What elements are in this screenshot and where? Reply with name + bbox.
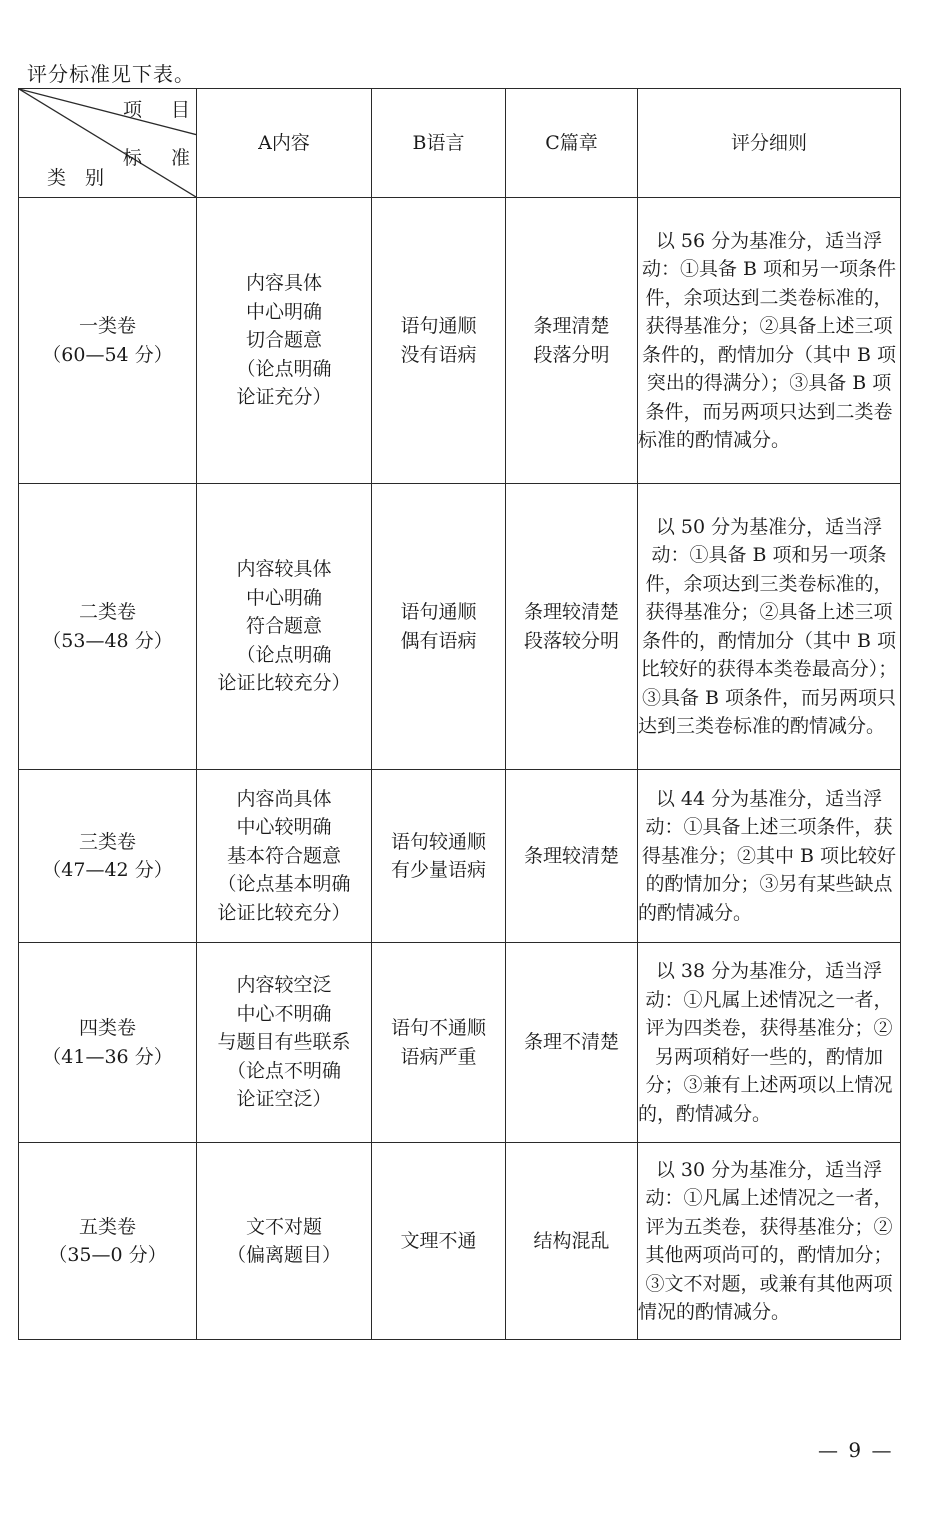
corner-diagonal-lines [19, 89, 196, 197]
detail-cell: 以 50 分为基准分，适当浮动：①具备 B 项和另一项条件，余项达到三类卷标准的，获得基准分；②具备上述三项条件的，酌情加分（其中 B 项比较好的获得本类卷最高分）；③具备 B 项条件，而另两项只达到三类卷标准的酌情减分。 [638, 484, 901, 770]
structure-line: 段落较分明 [523, 629, 619, 652]
structure-cell [506, 770, 638, 943]
content-cell [197, 1143, 372, 1340]
content-cell [197, 484, 372, 770]
content-cell [197, 198, 372, 484]
content-cell [197, 770, 372, 943]
language-line: 偶有语病 [400, 629, 477, 652]
header-detail: 评分细则 [638, 89, 901, 198]
content-line: （论点明确 [236, 357, 332, 380]
language-line: 文理不通 [400, 1229, 477, 1252]
content-line: 与题目有些联系 [217, 1031, 351, 1054]
structure-line: 条理较清楚 [523, 844, 619, 867]
category-range: （41—36 分） [42, 1045, 173, 1068]
language-line: 语病严重 [400, 1045, 477, 1068]
corner-header-cell [19, 89, 197, 198]
category-cell [19, 198, 197, 484]
content-line: 文不对题 [245, 1215, 322, 1238]
detail-cell: 以 30 分为基准分，适当浮动：①凡属上述情况之一者，评为五类卷，获得基准分；②其他两项尚可的，酌情加分；③文不对题，或兼有其他两项情况的酌情减分。 [638, 1143, 901, 1340]
language-line: 语句不通顺 [390, 1017, 486, 1039]
content-line: 中心明确 [245, 586, 322, 609]
corner-label-lei: 类 [47, 167, 67, 189]
structure-line: 条理清楚 [533, 315, 610, 337]
content-line: 中心不明确 [236, 1002, 332, 1025]
language-cell [372, 198, 506, 484]
content-line: 内容较具体 [236, 558, 332, 581]
content-line: 内容尚具体 [236, 787, 332, 810]
table-row [19, 1143, 901, 1340]
content-line: 论证充分） [236, 386, 332, 409]
structure-line: 结构混乱 [533, 1229, 610, 1252]
structure-line: 条理较清楚 [523, 601, 619, 623]
category-range: （35—0 分） [48, 1244, 167, 1266]
content-line: 内容较空泛 [236, 974, 332, 997]
category-name: 二类卷 [78, 601, 136, 623]
category-cell [19, 484, 197, 770]
structure-cell [506, 198, 638, 484]
category-cell [19, 943, 197, 1143]
content-line: 论证空泛） [236, 1088, 332, 1111]
category-range: （60—54 分） [42, 343, 173, 366]
content-line: 符合题意 [245, 615, 322, 638]
language-line: 没有语病 [400, 343, 477, 366]
structure-cell [506, 943, 638, 1143]
language-cell [372, 1143, 506, 1340]
table-row [19, 198, 901, 484]
category-name: 三类卷 [78, 830, 136, 853]
intro-text: 评分标准见下表。 [27, 62, 195, 86]
detail-cell: 以 38 分为基准分，适当浮动：①凡属上述情况之一者，评为四类卷，获得基准分；②另两项稍好一些的，酌情加分；③兼有上述两项以上情况的，酌情减分。 [638, 943, 901, 1143]
corner-label-mu: 目 [171, 99, 191, 121]
language-line: 语句通顺 [400, 601, 477, 623]
structure-cell [506, 1143, 638, 1340]
category-name: 四类卷 [78, 1017, 136, 1039]
structure-cell [506, 484, 638, 770]
category-cell [19, 770, 197, 943]
table-row [19, 770, 901, 943]
header-structure: C篇章 [506, 89, 638, 198]
content-line: （论点不明确 [226, 1059, 341, 1082]
corner-label-bie: 别 [85, 167, 105, 189]
category-range: （53—48 分） [42, 629, 173, 652]
language-line: 有少量语病 [390, 859, 486, 881]
category-name: 一类卷 [78, 315, 136, 337]
content-line: 中心较明确 [236, 816, 332, 839]
content-line: 内容具体 [245, 272, 322, 295]
structure-line: 条理不清楚 [523, 1031, 619, 1054]
content-line: 基本符合题意 [226, 844, 341, 867]
category-name: 五类卷 [78, 1215, 136, 1238]
category-range: （47—42 分） [42, 859, 173, 881]
structure-line: 段落分明 [533, 343, 610, 366]
content-cell [197, 943, 372, 1143]
language-cell [372, 943, 506, 1143]
content-line: 中心明确 [245, 300, 322, 323]
content-line: 论证比较充分） [217, 672, 351, 695]
corner-label-xiang: 项 [123, 99, 143, 121]
language-line: 语句较通顺 [390, 830, 486, 853]
table-row [19, 943, 901, 1143]
page-number: — 9 — [818, 1438, 894, 1462]
language-cell [372, 770, 506, 943]
header-row [19, 89, 901, 198]
language-cell [372, 484, 506, 770]
content-line: （论点基本明确 [217, 873, 351, 896]
language-line: 语句通顺 [400, 315, 477, 337]
content-line: （偏离题目） [226, 1244, 341, 1266]
corner-label-zhun: 准 [171, 147, 191, 169]
category-cell [19, 1143, 197, 1340]
detail-cell: 以 56 分为基准分，适当浮动：①具备 B 项和另一项条件件，余项达到二类卷标准的，获得基准分；②具备上述三项条件的，酌情加分（其中 B 项突出的得满分）；③具备 B 项条件，而另两项只达到二类卷标准的酌情减分。 [638, 198, 901, 484]
header-content: A内容 [197, 89, 372, 198]
content-line: （论点明确 [236, 643, 332, 666]
table-row [19, 484, 901, 770]
grading-table [18, 88, 901, 1340]
detail-cell: 以 44 分为基准分，适当浮动：①具备上述三项条件，获得基准分；②其中 B 项比较好的酌情加分；③另有某些缺点的酌情减分。 [638, 770, 901, 943]
corner-label-biao: 标 [123, 147, 143, 169]
content-line: 切合题意 [245, 329, 322, 352]
header-language: B语言 [372, 89, 506, 198]
content-line: 论证比较充分） [217, 901, 351, 924]
